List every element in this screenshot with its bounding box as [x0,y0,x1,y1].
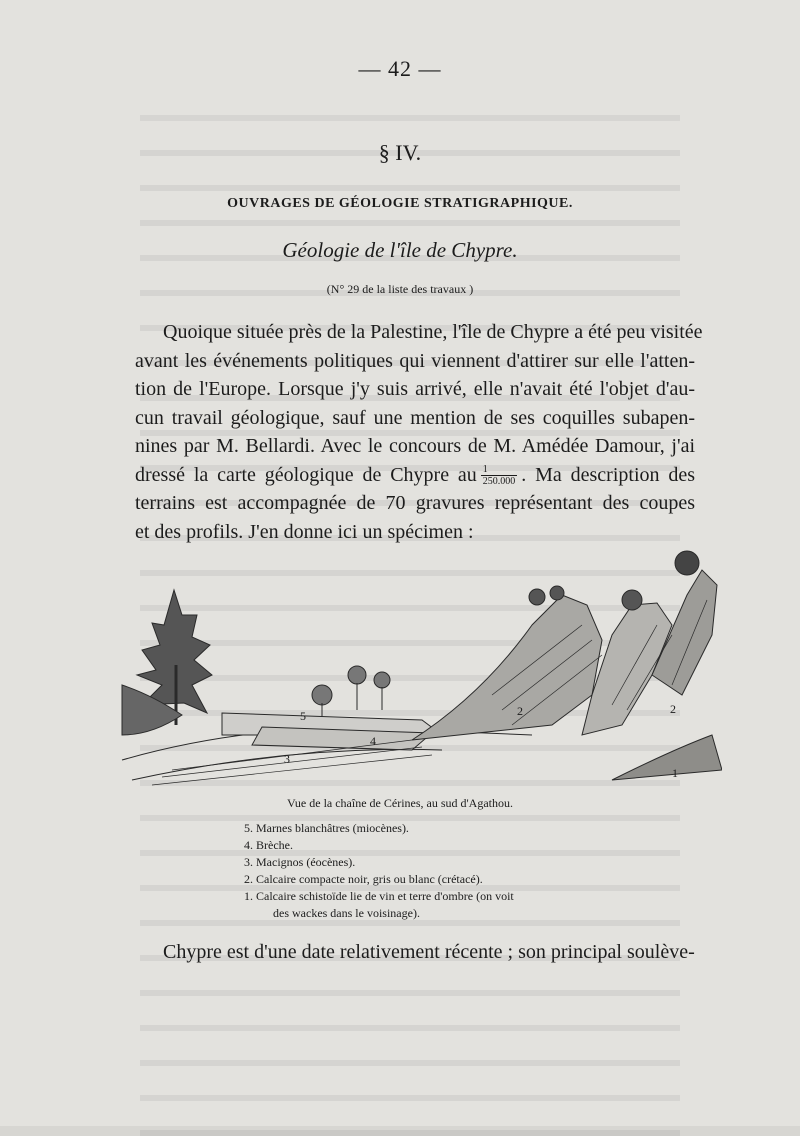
cliff-tree [550,586,564,600]
text-segment: . Ma description des [521,463,696,486]
figure-caption: Vue de la chaîne de Cérines, au sud d'Agathou. [286,796,514,810]
text-line: Chypre est d'une date relativement récente ; son principal soulève- [163,941,695,963]
cliff-limestone-2 [412,595,602,740]
page-number: — 42 — [358,56,442,81]
text-line: avant les événements politiques qui viennent d'attirer sur elle l'atten- [135,349,695,372]
stratum-label: 2 [670,702,676,716]
geological-engraving [112,545,722,790]
scale-fraction [481,464,518,487]
paragraph-2 [135,938,695,967]
text-line: terrains est accompagnée de 70 gravures représentant des coupes [135,492,695,514]
text-line: et des profils. J'en donne ici un spécimen : [135,520,474,543]
legend-item: 5. Marnes blanchâtres (miocènes). [244,821,409,835]
text-line-with-fraction [135,461,695,490]
section-heading: OUVRAGES DE GÉOLOGIE STRATIGRAPHIQUE. [227,196,573,211]
text-segment: dressé la carte géologique de Chypre au [135,463,477,486]
stratum-label: 2 [517,704,523,718]
legend-item-continuation: des wackes dans le voisinage). [273,906,420,920]
stratum-label: 4 [370,734,376,748]
fraction-denominator: 250.000 [482,476,516,488]
figure-legend [244,820,664,922]
legend-item: 3. Macignos (éocènes). [244,855,356,869]
cliff-tree [675,551,699,575]
text-line: cun travail géologique, sauf une mention de ses coquilles subapen- [135,406,695,429]
legend-item: 1. Calcaire schistoïde lie de vin et terre d'ombre (on voit [244,889,514,903]
text-line: Quoique située près de la Palestine, l'île de Chypre a été peu visitée [163,321,703,343]
legend-item: 4. Brèche. [244,838,293,852]
cliff-tree [622,590,642,610]
reference-note: (N° 29 de la liste des travaux ) [326,282,474,296]
legend-item: 2. Calcaire compacte noir, gris ou blanc (crétacé). [244,872,483,886]
text-line: nines par M. Bellardi. Avec le concours de M. Amédée Damour, j'ai [135,435,695,457]
stratum-label: 3 [284,752,290,766]
cliff-tree [529,589,545,605]
paragraph-1 [135,318,703,546]
text-line: tion de l'Europe. Lorsque j'y suis arrivé, elle n'avait été l'objet d'au- [135,378,695,400]
stratum-label: 1 [672,766,678,780]
small-tree [348,666,366,684]
small-tree [312,685,332,705]
chapter-subtitle: Géologie de l'île de Chypre. [282,238,518,262]
small-tree [374,672,390,688]
fraction-numerator: 1 [481,464,518,476]
outcrop-1 [612,735,722,780]
stratum-label: 5 [300,709,306,723]
section-mark: § IV. [378,140,422,165]
